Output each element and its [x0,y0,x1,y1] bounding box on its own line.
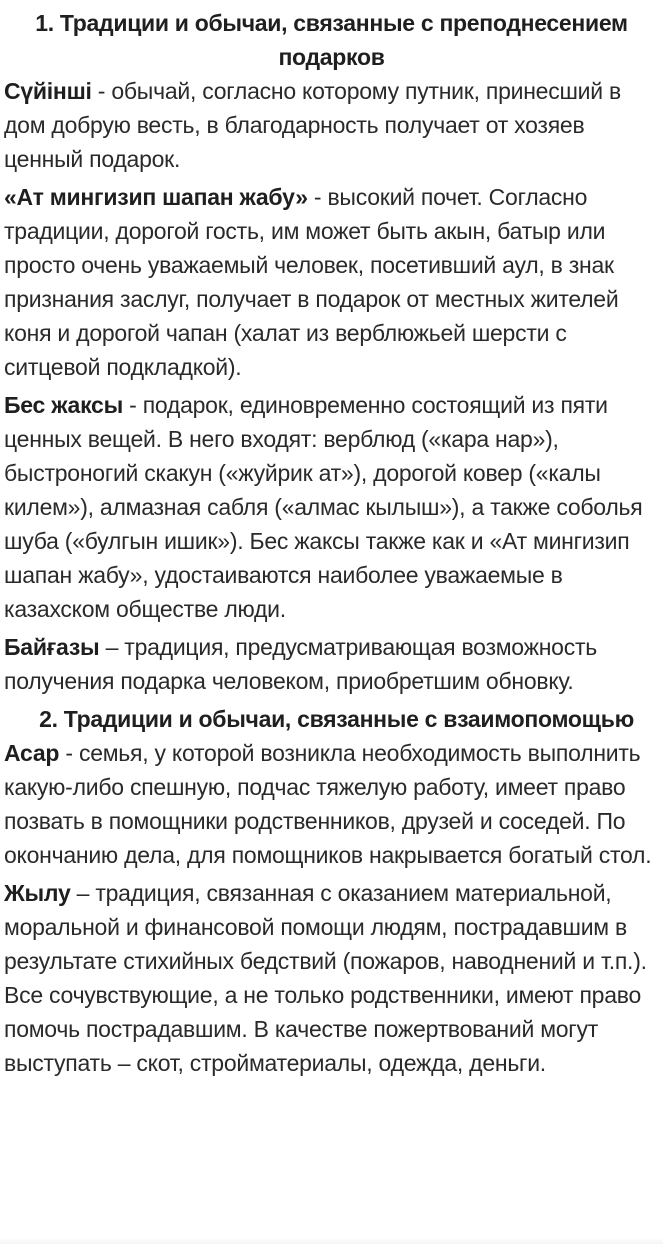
entry-term: Асар [4,740,60,766]
entry-separator: - [307,184,328,210]
entry-bes-zhaksy [4,388,663,626]
entry-separator: - [59,740,79,766]
entry-term: Байғазы [4,634,100,660]
entry-term: Сүйінші [4,78,92,104]
entry-term: Бес жаксы [4,392,123,418]
entry-baigazy [4,630,663,698]
section-2-heading: 2. Традиции и обычаи, связанные с взаимопомощью [39,706,634,732]
entry-text: подарок, единовременно состоящий из пяти ценных вещей. В него входят: верблюд («кара нар»), быстроногий скакун («жуйрик ат»), дорогой ковер («калы килем»), алмазная сабля («алмас кылыш»), а также соболья шуба («булгын ишик»). Бес жаксы также как и «Ат мингизип шапан жабу», удостаиваются наиболее уважаемые в казахском обществе люди. [4,392,643,622]
entry-separator: - [122,392,143,418]
entry-text: традиция, связанная с оказанием материальной, моральной и финансовой помощи людям, пострадавшим в результате стихийных бедствий (пожаров, наводнений и т.п.). Все сочувствующие, а не только родственники, имеют право помочь пострадавшим. В качестве пожертвований могут выступать – скот, стройматериалы, одежда, деньги. [4,880,647,1076]
entry-term: Жылу [4,880,71,906]
entry-separator: - [91,78,112,104]
entry-asar [4,736,663,872]
entry-text: семья, у которой возникла необходимость выполнить какую-либо спешную, подчас тяжелую работу, имеет право позвать в помощники родственников, друзей и соседей. По окончанию дела, для помощников накрывается богатый стол. [4,740,652,868]
entry-zhylu [4,876,663,1080]
page-cut-edge [0,1238,663,1244]
section-1-heading: 1. Традиции и обычаи, связанные с преподнесением подарков [35,10,628,70]
entry-at-mingizip [4,180,663,384]
entry-separator: – [99,634,125,660]
entry-term: «Ат мингизип шапан жабу» [4,184,308,210]
entry-suyinshi [4,74,663,176]
entry-text: высокий почет. Согласно традиции, дорогой гость, им может быть акын, батыр или просто очень уважаемый человек, посетивший аул, в знак признания заслуг, получает в подарок от местных жителей коня и дорогой чапан (халат из верблюжьей шерсти с ситцевой подкладкой). [4,184,619,380]
entry-text: традиция, предусматривающая возможность получения подарка человеком, приобретшим обновку. [4,634,597,694]
entry-text: обычай, согласно которому путник, принесший в дом добрую весть, в благодарность получает от хозяев ценный подарок. [4,78,621,172]
entry-separator: – [70,880,96,906]
